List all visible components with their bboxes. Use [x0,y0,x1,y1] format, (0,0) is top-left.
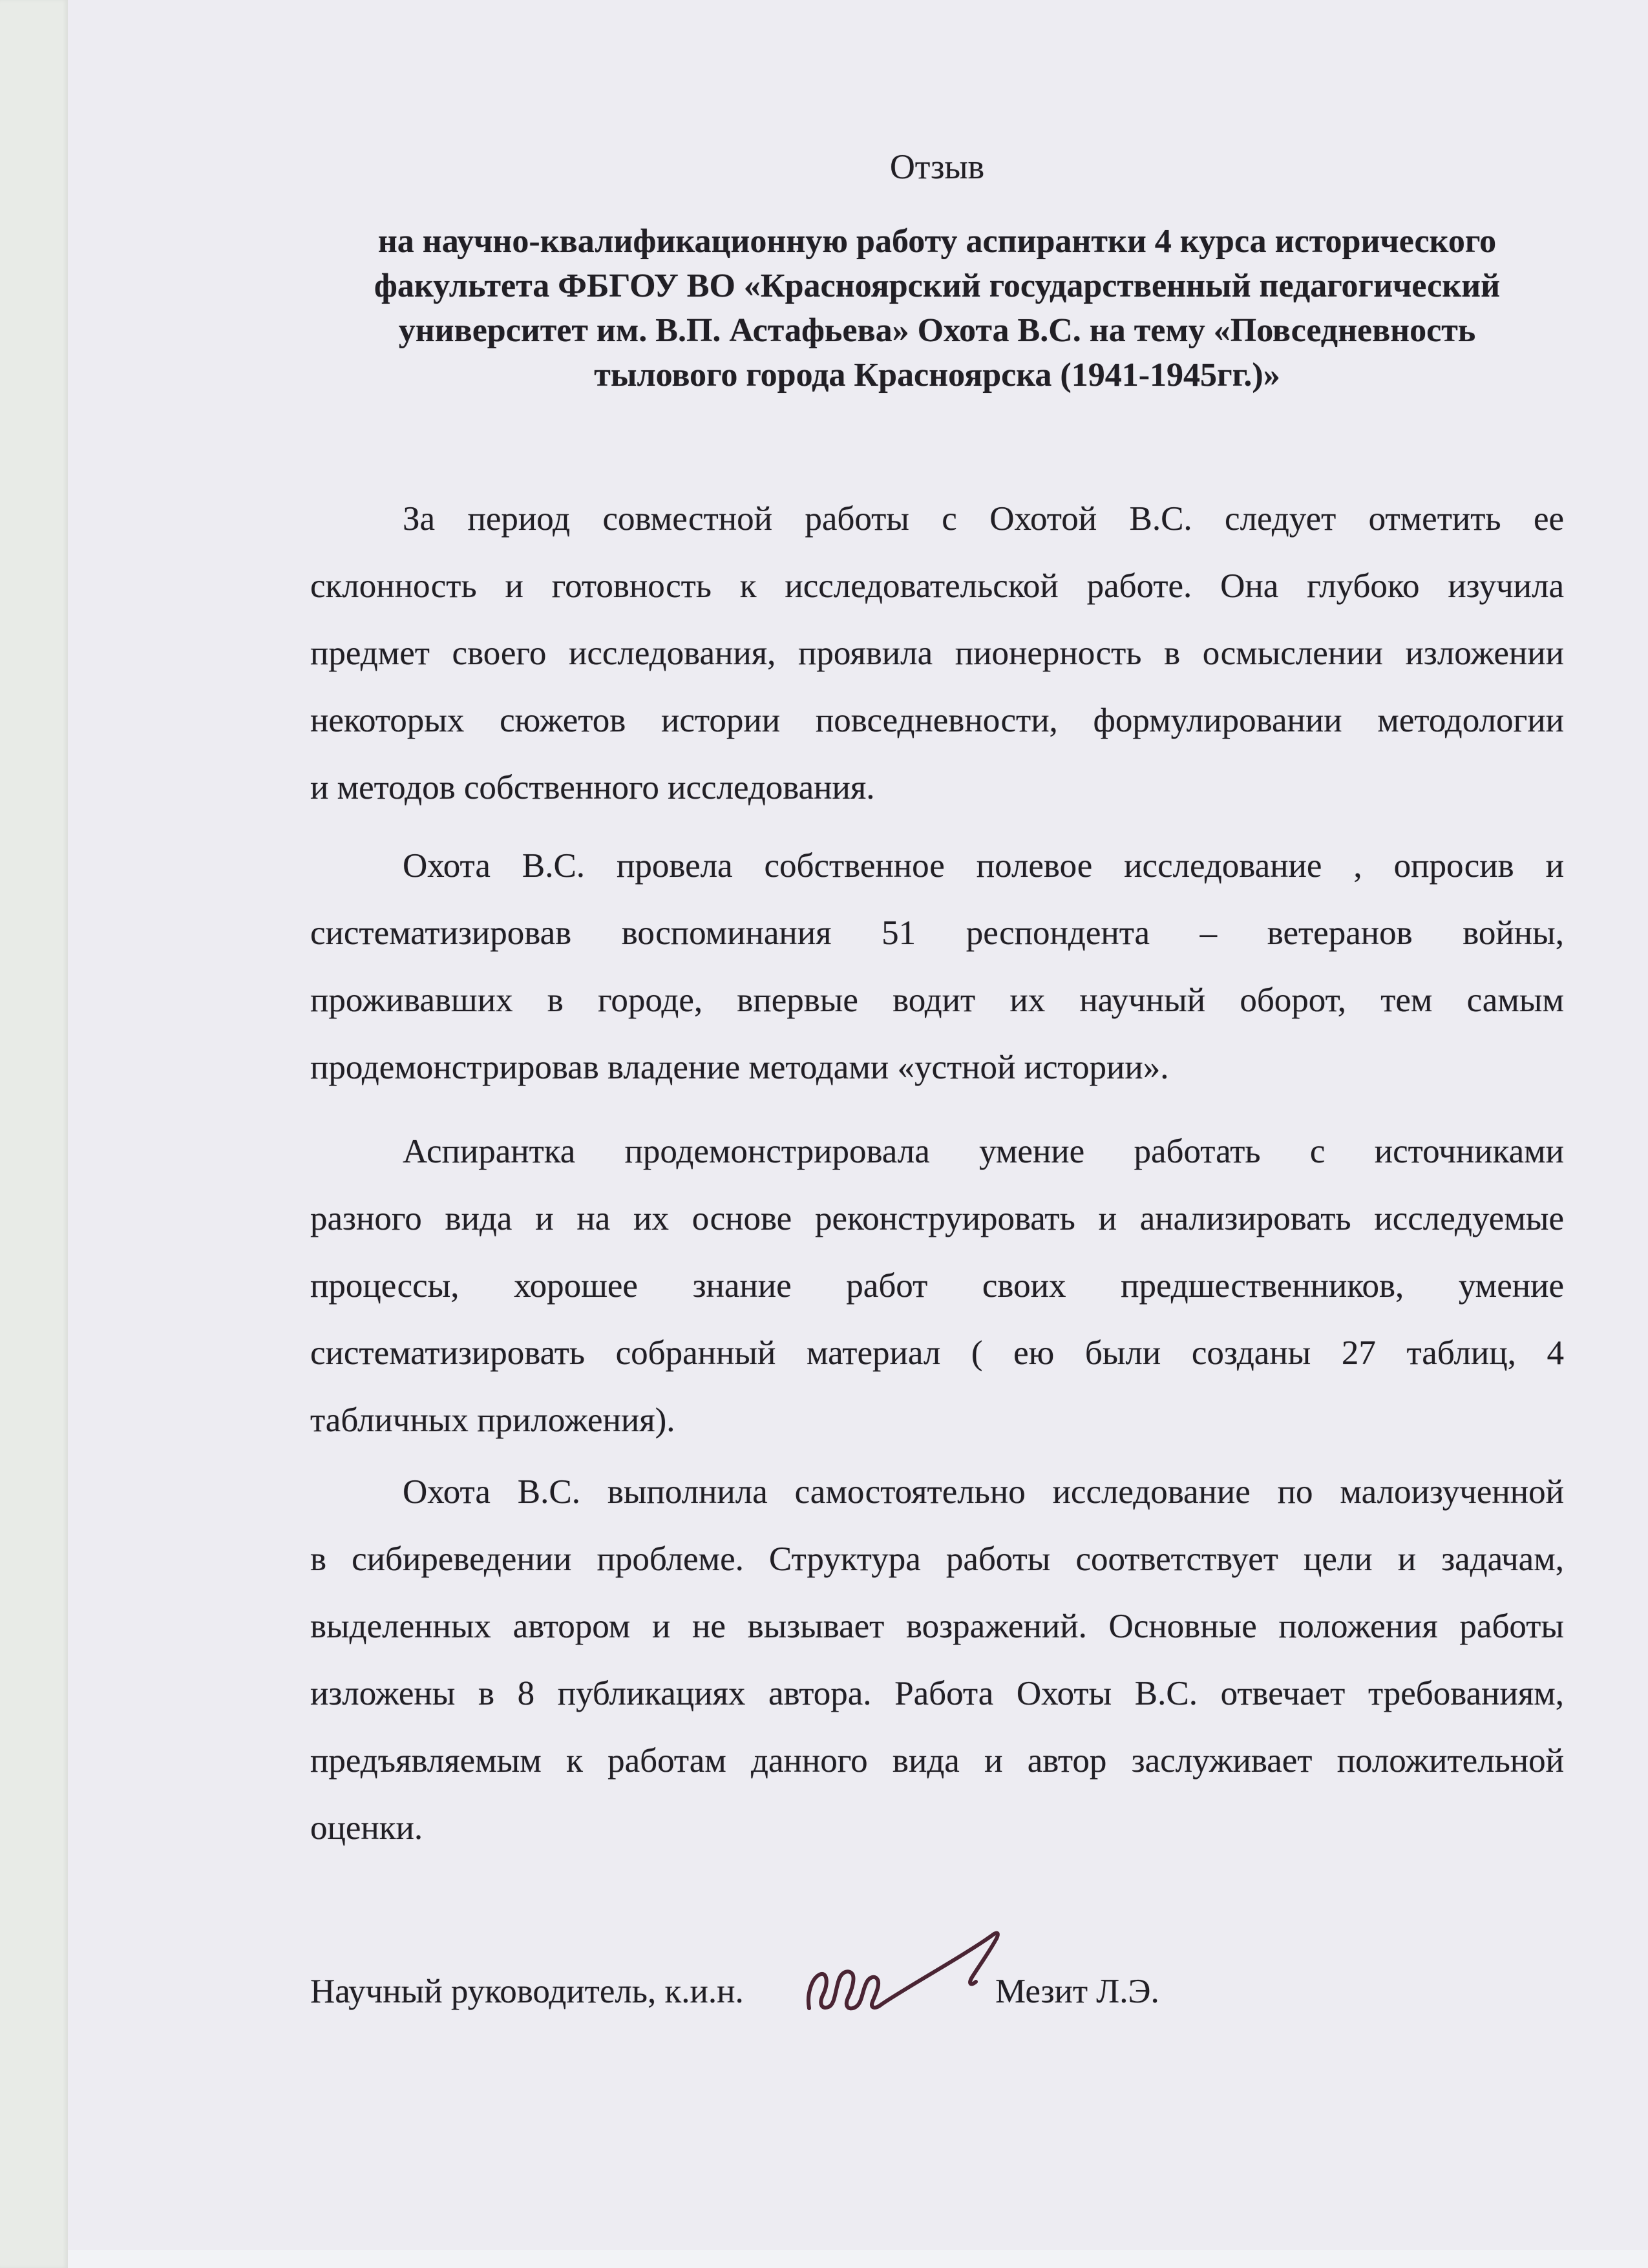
text-line: Охота В.С. провела собственное полевое исследование , опросив и [403,847,1564,885]
text-line: в сибиреведении проблеме. Структура работы соответствует цели и задачам, [310,1540,1564,1578]
signature-role-label: Научный руководитель, к.и.н. [310,1973,744,2010]
text-line: табличных приложения). [310,1402,675,1439]
handwritten-signature-icon [803,1929,1022,2026]
text-line: процессы, хорошее знание работ своих предшественников, умение [310,1267,1564,1305]
signature-row [310,1938,1564,2055]
text-line: Охота В.С. выполнила самостоятельно исследование по малоизученной [403,1473,1564,1511]
text-line: предъявляемым к работам данного вида и автор заслуживает положительной [310,1742,1564,1780]
paragraph-3 [310,1118,1564,1454]
text-line: выделенных автором и не вызывает возражений. Основные положения работы [310,1608,1564,1645]
text-line: некоторых сюжетов истории повседневности, формулировании методологии [310,702,1564,739]
subtitle-line: факультета ФБГОУ ВО «Красноярский государственный педагогический [374,268,1501,304]
text-line: разного вида и на их основе реконструировать и анализировать исследуемые [310,1200,1564,1237]
text-line: Аспирантка продемонстрировала умение работать с источниками [403,1133,1564,1170]
subtitle-line: университет им. В.П. Астафьева» Охота В.С. на тему «Повседневность [398,312,1476,349]
text-line: За период совместной работы с Охотой В.С. следует отметить ее [403,500,1564,538]
document-subtitle-block [310,219,1564,397]
scanner-edge-strip [0,0,68,2268]
paragraph-4 [310,1458,1564,1862]
signature-name: Мезит Л.Э. [995,1973,1159,2010]
signature-stroke [808,1933,998,2009]
paragraph-2 [310,832,1564,1101]
text-line: склонность и готовность к исследовательской работе. Она глубоко изучила [310,567,1564,605]
text-line: проживавших в городе, впервые водит их научный оборот, тем самым [310,982,1564,1019]
text-line: и методов собственного исследования. [310,769,875,806]
text-line: продемонстрировав владение методами «устной истории». [310,1049,1169,1086]
text-line: предмет своего исследования, проявила пионерность в осмыслении изложении [310,635,1564,672]
text-line: систематизировать собранный материал ( ею были созданы 27 таблиц, 4 [310,1334,1564,1372]
scanner-edge-bottom-strip [68,2250,1648,2268]
text-line: систематизировав воспоминания 51 респондента – ветеранов войны, [310,914,1564,952]
text-line: изложены в 8 публикациях автора. Работа Охоты В.С. отвечает требованиям, [310,1675,1564,1712]
paragraph-1 [310,485,1564,821]
subtitle-line: на научно-квалификационную работу аспирантки 4 курса исторического [377,223,1497,260]
text-line: оценки. [310,1809,423,1847]
subtitle-line: тылового города Красноярска (1941-1945гг.)» [594,357,1280,394]
document-title: Отзыв [889,147,985,186]
